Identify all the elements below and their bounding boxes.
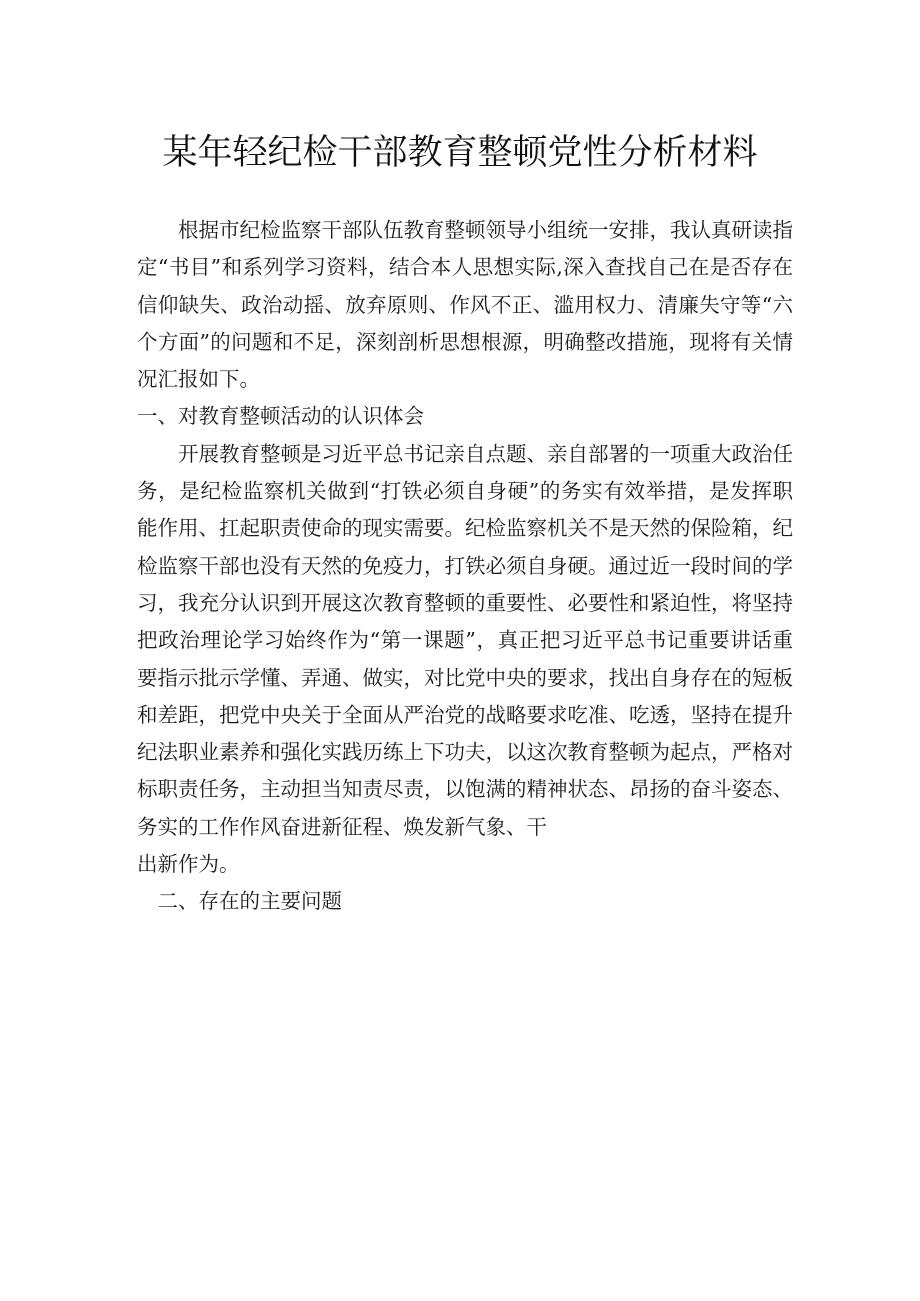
- document-body: [137, 212, 793, 921]
- paragraph-continuation: 出新作为。: [137, 852, 240, 877]
- intro-paragraph: 根据市纪检监察干部队伍教育整顿领导小组统一安排，我认真研读指定“书目”和系列学习资料，结合本人思想实际,深入查找自己在是否存在信仰缺失、政治动摇、放弃原则、作风不正、滥用权力、清廉失守等“六个方面”的问题和不足，深刻剖析思想根源，明确整改措施，现将有关情况汇报如下。: [137, 218, 793, 392]
- section-heading-2: 二、存在的主要问题: [157, 889, 342, 914]
- body-paragraph: 开展教育整顿是习近平总书记亲自点题、亲自部署的一项重大政治任务，是纪检监察机关做到“打铁必须自身硬”的务实有效举措，是发挥职能作用、扛起职责使命的现实需要。纪检监察机关不是天然的保险箱，纪检监察干部也没有天然的免疫力，打铁必须自身硬。通过近一段时间的学习，我充分认识到开展这次教育整顿的重要性、必要性和紧迫性，将坚持把政治理论学习始终作为“第一课题”，真正把习近平总书记重要讲话重要指示批示学懂、弄通、做实，对比党中央的要求，找出自身存在的短板和差距，把党中央关于全面从严治党的战略要求吃准、吃透，坚持在提升纪法职业素养和强化实践历练上下功夫，以这次教育整顿为起点，严格对标职责任务，主动担当知责尽责，以饱满的精神状态、昂扬的奋斗姿态、务实的工作作风奋进新征程、焕发新气象、干: [137, 441, 793, 839]
- section-heading-1: 一、对教育整顿活动的认识体会: [137, 404, 424, 429]
- document-title: 某年轻纪检干部教育整顿党性分析材料: [162, 133, 758, 173]
